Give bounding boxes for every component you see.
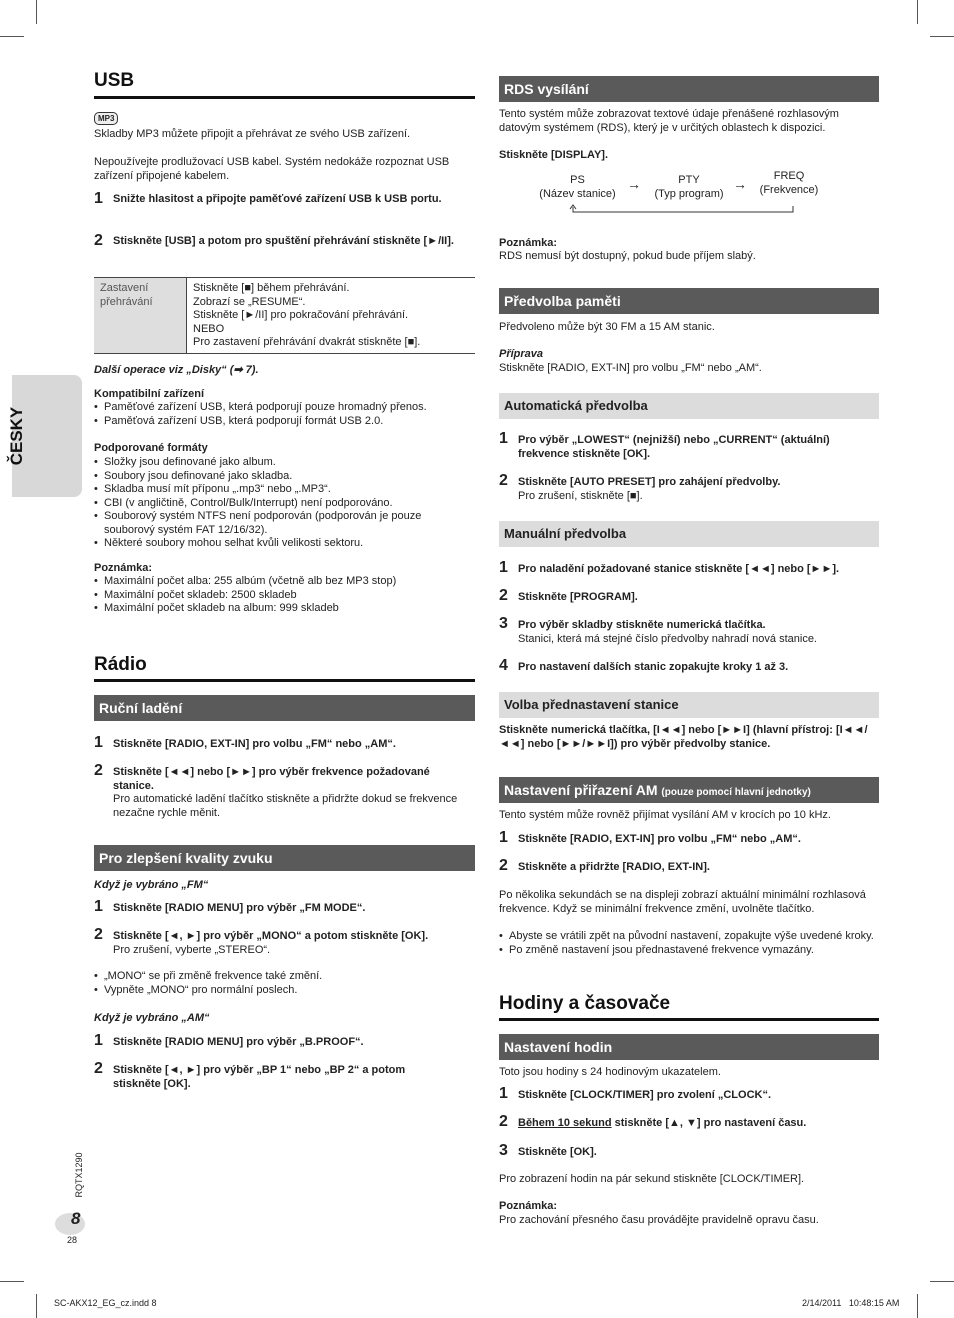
auto-step-2: Stiskněte [AUTO PRESET] pro zahájení předvolby. xyxy=(518,476,781,488)
flow-desc: (Typ program) xyxy=(654,187,724,200)
manual-preset-header: Manuální předvolba xyxy=(499,521,879,547)
arrow-right-icon: → xyxy=(627,176,641,192)
crop-mark xyxy=(0,36,24,37)
usb-step-1: Snižte hlasitost a připojte paměťové zařízení USB k USB portu. xyxy=(113,193,442,205)
step-number: 2 xyxy=(94,762,103,779)
preset-select-text: Stiskněte numerická tlačítka, [I◄◄] nebo [►►I] (hlavní přístroj: [I◄◄/◄◄] nebo [►►/►►I]) pro výběr předvolby stanice. xyxy=(499,724,868,750)
list-item: • Paměťové zařízení USB, která podporují pouze hromadný přenos. xyxy=(94,401,474,415)
list-item: • Maximální počet skladeb: 2500 skladeb xyxy=(94,589,474,603)
fm-bullets xyxy=(94,970,474,997)
table-label-cell xyxy=(94,278,187,353)
auto-preset-header: Automatická předvolba xyxy=(499,393,879,419)
rds-note: RDS nemusí být dostupný, pokud bude příjem slabý. xyxy=(499,250,756,262)
clock-title: Hodiny a časovače xyxy=(499,993,671,1014)
auto-step-2-sub: Pro zrušení, stiskněte [■]. xyxy=(518,490,643,502)
rds-note-title: Poznámka: xyxy=(499,237,558,249)
clock-set-header: Nastavení hodin xyxy=(499,1034,879,1060)
clock-note: Pro zachování přesného času provádějte pravidelně opravu času. xyxy=(499,1214,819,1226)
manual-tuning-header: Ruční ladění xyxy=(94,695,475,721)
step-number: 1 xyxy=(94,898,103,915)
crop-mark xyxy=(917,1294,918,1318)
manual-step-3: Pro výběr skladby stiskněte numerická tlačítka. xyxy=(518,619,766,631)
preparation-text: Stiskněte [RADIO, EXT-IN] pro volbu „FM“ nebo „AM“. xyxy=(499,362,762,374)
fm-label: Když je vybráno „FM“ xyxy=(94,879,209,891)
step-number: 2 xyxy=(499,1113,508,1130)
step-number: 1 xyxy=(499,829,508,846)
am-label: Když je vybráno „AM“ xyxy=(94,1012,210,1024)
flow-code: PTY xyxy=(678,174,700,186)
list-item: • Některé soubory mohou selhat kvůli velikosti sektoru. xyxy=(94,537,464,551)
compatible-list xyxy=(94,401,474,428)
list-item: • „MONO“ se při změně frekvence také změní. xyxy=(94,970,474,984)
usb-step-2: Stiskněte [USB] a potom pro spuštění přehrávání stiskněte [►/II]. xyxy=(113,235,454,247)
preparation-title: Příprava xyxy=(499,348,544,360)
section-rule xyxy=(94,96,475,99)
page-number: 8 xyxy=(71,1209,81,1228)
preset-select-header: Volba přednastavení stanice xyxy=(499,692,879,718)
section-rule xyxy=(94,679,475,682)
return-arrow-icon xyxy=(568,204,798,214)
sound-quality-header: Pro zlepšení kvality zvuku xyxy=(94,845,475,871)
step-number: 2 xyxy=(499,857,508,874)
document-code: RQTX1290 xyxy=(74,1152,84,1198)
mp3-badge xyxy=(94,112,118,125)
flow-ps xyxy=(530,174,625,201)
flow-desc: (Název stanice) xyxy=(539,187,616,200)
fm-step-2-sub: Pro zrušení, vyberte „STEREO“. xyxy=(113,944,271,956)
am-after: Po několika sekundách se na displeji zobrazí aktuální minimální rozhlasová frekvence. Když se minimální frekvence změní, uvolněte tlačítko. xyxy=(499,889,866,915)
section-rule xyxy=(499,1018,879,1021)
clock-step-3: Stiskněte [OK]. xyxy=(518,1146,597,1158)
rds-press: Stiskněte [DISPLAY]. xyxy=(499,149,609,161)
file-name: SC-AKX12_EG_cz.indd 8 xyxy=(54,1298,157,1308)
table-line: Pro zastavení přehrávání dvakrát stiskněte [■]. xyxy=(193,336,421,348)
list-item: • Maximální počet alba: 255 albúm (včetně alb bez MP3 stop) xyxy=(94,575,474,589)
clock-step-2-text: stiskněte [▲, ▼] pro nastavení času. xyxy=(611,1117,807,1129)
flow-code: FREQ xyxy=(773,170,805,182)
flow-desc: (Frekvence) xyxy=(759,183,819,196)
clock-step-1: Stiskněte [CLOCK/TIMER] pro zvolení „CLOCK“. xyxy=(518,1089,772,1101)
flow-freq xyxy=(750,170,828,197)
am-step-2: Stiskněte [◄, ►] pro výběr „BP 1“ nebo „BP 2“ a potom stiskněte [OK]. xyxy=(113,1064,406,1090)
page-number-small: 28 xyxy=(67,1235,78,1245)
usb-note-title: Poznámka: xyxy=(94,562,153,574)
page-number-oval xyxy=(55,1213,85,1235)
list-item: • Maximální počet skladeb na album: 999 skladeb xyxy=(94,602,474,616)
step-number: 3 xyxy=(499,615,508,632)
manual-step-4: Pro nastavení dalších stanic zopakujte kroky 1 až 3. xyxy=(518,661,789,673)
formats-title: Podporované formáty xyxy=(94,442,208,454)
radio-step-2: Stiskněte [◄◄] nebo [►►] pro výběr frekvence požadované stanice. xyxy=(113,766,430,792)
auto-step-1: Pro výběr „LOWEST“ (nejnižší) nebo „CURRENT“ (aktuální) frekvence stiskněte [OK]. xyxy=(518,434,830,460)
am-step-1: Stiskněte [RADIO MENU] pro výběr „B.PROOF“. xyxy=(113,1036,364,1048)
am-step-header xyxy=(499,777,879,803)
clock-note-title: Poznámka: xyxy=(499,1200,558,1212)
step-number: 2 xyxy=(94,1060,103,1077)
radio-step-1: Stiskněte [RADIO, EXT-IN] pro volbu „FM“ nebo „AM“. xyxy=(113,738,396,750)
step-number: 1 xyxy=(94,1032,103,1049)
step-number: 2 xyxy=(499,472,508,489)
step-number: 2 xyxy=(94,232,103,249)
step-number: 1 xyxy=(94,190,103,207)
flow-code: PS xyxy=(570,174,585,186)
manual-step-2: Stiskněte [PROGRAM]. xyxy=(518,591,638,603)
am-intro: Tento systém může rovněž přijímat vysílání AM v krocích po 10 kHz. xyxy=(499,809,831,821)
list-item: • Skladba musí mít příponu „.mp3“ nebo „.MP3“. xyxy=(94,483,464,497)
rds-intro: Tento systém může zobrazovat textové údaje přenášené rozhlasovým datovým systémem (RDS), který je v určitých oblastech k dispozici. xyxy=(499,108,839,134)
rds-flow xyxy=(530,170,830,216)
crop-mark xyxy=(930,36,954,37)
table-label: Zastavení přehrávání xyxy=(100,282,153,308)
radio-title: Rádio xyxy=(94,654,147,675)
step-number: 1 xyxy=(499,1085,508,1102)
rds-header: RDS vysílání xyxy=(499,76,879,102)
am-set-step-1: Stiskněte [RADIO, EXT-IN] pro volbu „FM“ nebo „AM“. xyxy=(518,833,801,845)
table-line: Stiskněte [►/II] pro pokračování přehrávání. xyxy=(193,309,409,321)
list-item: • Po změně nastavení jsou přednastavené frekvence vymazány. xyxy=(499,944,879,958)
table-content xyxy=(193,282,473,350)
crop-mark xyxy=(930,1281,954,1282)
table-line: Zobrazí se „RESUME“. xyxy=(193,295,306,308)
list-item: • Vypněte „MONO“ pro normální poslech. xyxy=(94,984,474,998)
language-tab-label: ČESKY xyxy=(7,406,26,466)
usb-intro: Skladby MP3 můžete připojit a přehrávat ze svého USB zařízení. xyxy=(94,128,411,140)
print-date: 2/14/2011 10:48:15 AM xyxy=(802,1298,900,1308)
clock-step-2 xyxy=(518,1117,876,1131)
flow-pty xyxy=(645,174,733,201)
step-number: 2 xyxy=(94,926,103,943)
clock-step-2-emphasis: Během 10 sekund xyxy=(518,1117,612,1129)
preset-header: Předvolba paměti xyxy=(499,288,879,314)
usb-warning: Nepoužívejte prodlužovací USB kabel. Systém nedokáže rozpoznat USB zařízení připojené kabelem. xyxy=(94,156,450,182)
usb-notes-list xyxy=(94,575,474,616)
step-number: 3 xyxy=(499,1142,508,1159)
list-item: • Paměťová zařízení USB, která podporují formát USB 2.0. xyxy=(94,415,474,429)
manual-step-1: Pro naladění požadované stanice stiskněte [◄◄] nebo [►►]. xyxy=(518,563,840,575)
list-item: • Souborový systém NTFS není podporován (podporován je pouze souborový systém FAT 12/16/32). xyxy=(94,510,464,537)
am-set-step-2: Stiskněte a přidržte [RADIO, EXT-IN]. xyxy=(518,861,710,873)
am-bullets xyxy=(499,930,879,957)
step-number: 1 xyxy=(499,559,508,576)
crop-mark xyxy=(0,1281,24,1282)
preset-intro: Předvoleno může být 30 FM a 15 AM stanic. xyxy=(499,321,715,333)
clock-intro: Toto jsou hodiny s 24 hodinovým ukazatelem. xyxy=(499,1066,721,1078)
step-number: 4 xyxy=(499,657,508,674)
step-number: 2 xyxy=(499,587,508,604)
table-line: Stiskněte [■] během přehrávání. xyxy=(193,282,350,294)
radio-step-2-sub: Pro automatické ladění tlačítko stiskněte a přidržte dokud se frekvence nezačne rychle měnit. xyxy=(113,793,458,819)
list-item: • Soubory jsou definované jako skladba. xyxy=(94,470,464,484)
clock-display-text: Pro zobrazení hodin na pár sekund stiskněte [CLOCK/TIMER]. xyxy=(499,1173,805,1185)
crop-mark xyxy=(36,1294,37,1318)
step-number: 1 xyxy=(499,430,508,447)
further-operations: Další operace viz „Disky“ (➡ 7). xyxy=(94,364,259,376)
list-item: • CBI (v angličtině, Control/Bulk/Interrupt) není podporováno. xyxy=(94,497,464,511)
mp3-badge-label: MP3 xyxy=(98,114,115,123)
am-step-title: Nastavení přiřazení AM xyxy=(504,782,658,798)
arrow-right-icon: → xyxy=(733,176,747,192)
list-item: • Abyste se vrátili zpět na původní nastavení, zopakujte výše uvedené kroky. xyxy=(499,930,879,944)
am-step-title-small: (pouze pomocí hlavní jednotky) xyxy=(661,787,811,798)
formats-list xyxy=(94,456,464,551)
step-number: 1 xyxy=(94,734,103,751)
table-line: NEBO xyxy=(193,322,225,335)
compatible-title: Kompatibilní zařízení xyxy=(94,388,205,400)
crop-mark xyxy=(917,0,918,24)
fm-step-1: Stiskněte [RADIO MENU] pro výběr „FM MODE“. xyxy=(113,902,366,914)
crop-mark xyxy=(36,0,37,24)
manual-step-3-sub: Stanici, která má stejné číslo předvolby nahradí nová stanice. xyxy=(518,633,817,645)
usb-title: USB xyxy=(94,70,135,91)
stop-playback-table xyxy=(94,277,475,354)
list-item: • Složky jsou definované jako album. xyxy=(94,456,464,470)
fm-step-2: Stiskněte [◄, ►] pro výběr „MONO“ a potom stiskněte [OK]. xyxy=(113,930,429,942)
